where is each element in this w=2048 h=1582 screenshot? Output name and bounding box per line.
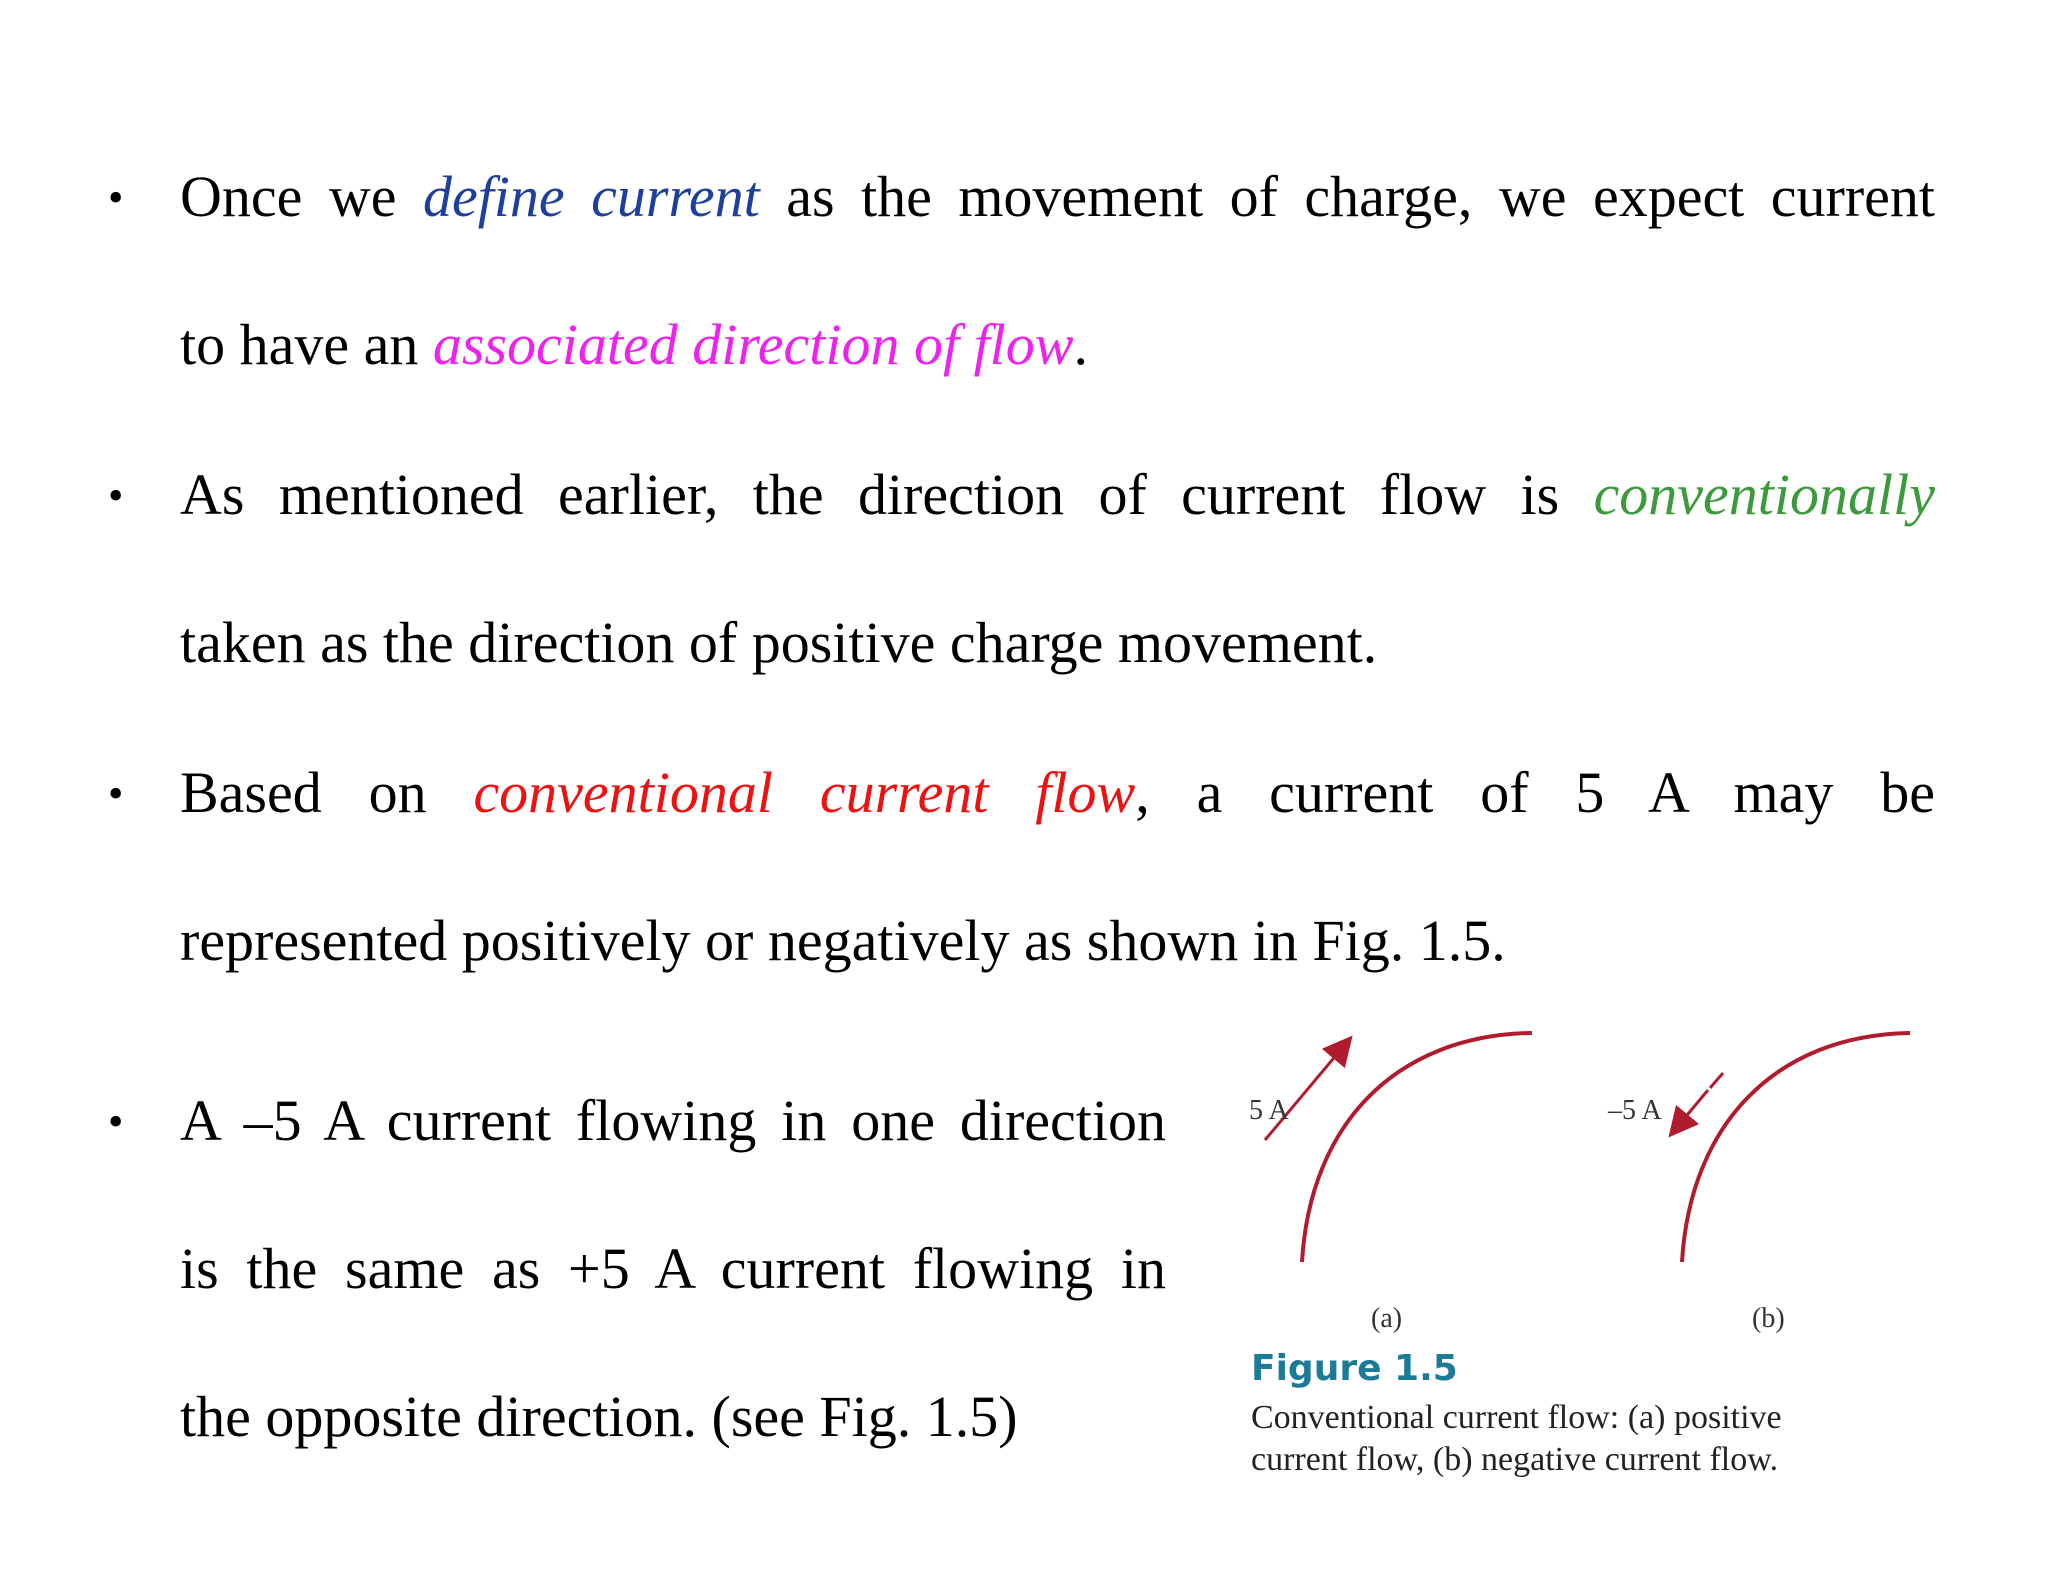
text-span: A –5 A current flowing in one direction	[180, 1088, 1166, 1153]
bullet-1-line-1	[180, 164, 1935, 229]
text-span: .	[1073, 312, 1088, 377]
text-span: as the movement of charge, we expect current	[759, 164, 1935, 229]
bullet-4-line-2	[180, 1236, 1166, 1301]
label-5a: 5 A	[1249, 1095, 1289, 1126]
text-span: to have an	[180, 312, 433, 377]
text-span: As mentioned earlier, the direction of current flow is	[180, 462, 1594, 527]
bullet-3-line-1	[180, 760, 1936, 825]
caption-line-2: current flow, (b) negative current flow.	[1251, 1441, 1779, 1478]
text-span: Once we	[180, 164, 423, 229]
bullet-3-line-2	[180, 908, 1506, 973]
bullet-marker: •	[108, 471, 124, 520]
highlight-define-current: define current	[422, 164, 760, 229]
highlight-associated-direction: associated direction of flow	[432, 312, 1074, 377]
bullet-marker: •	[108, 173, 124, 222]
bullet-marker: •	[108, 769, 124, 818]
text-span: Based on	[180, 760, 474, 825]
text-span: taken as the direction of positive charge movement.	[180, 610, 1378, 675]
sublabel-a: (a)	[1371, 1303, 1403, 1334]
bullet-1-line-2	[180, 312, 1088, 377]
figure-caption	[1251, 1397, 1871, 1481]
arc-a	[1302, 1033, 1532, 1262]
bullet-4-line-3	[180, 1384, 1018, 1449]
current-flow-diagram	[1225, 1015, 1925, 1315]
sublabel-b: (b)	[1752, 1303, 1785, 1334]
bullet-4-line-1	[180, 1088, 1166, 1153]
text-span: represented positively or negatively as shown in Fig. 1.5.	[180, 908, 1506, 973]
figure-1-5	[1225, 1015, 1925, 1495]
text-span: is the same as +5 A current flowing in	[180, 1236, 1166, 1301]
bullet-2-line-2	[180, 610, 1378, 675]
highlight-conventional-current-flow: conventional current flow	[473, 760, 1136, 825]
figure-title: Figure 1.5	[1251, 1348, 1458, 1389]
caption-line-1: Conventional current flow: (a) positive	[1251, 1399, 1782, 1436]
bullet-marker: •	[108, 1097, 124, 1146]
bullet-2-line-1	[180, 462, 1935, 527]
text-span: the opposite direction. (see Fig. 1.5)	[180, 1384, 1018, 1449]
arc-b	[1682, 1033, 1910, 1262]
arrow-b-down-icon	[1678, 1090, 1708, 1126]
label-minus-5a: –5 A	[1608, 1095, 1662, 1126]
highlight-conventionally: conventionally	[1593, 462, 1935, 527]
text-span: , a current of 5 A may be	[1135, 760, 1936, 825]
